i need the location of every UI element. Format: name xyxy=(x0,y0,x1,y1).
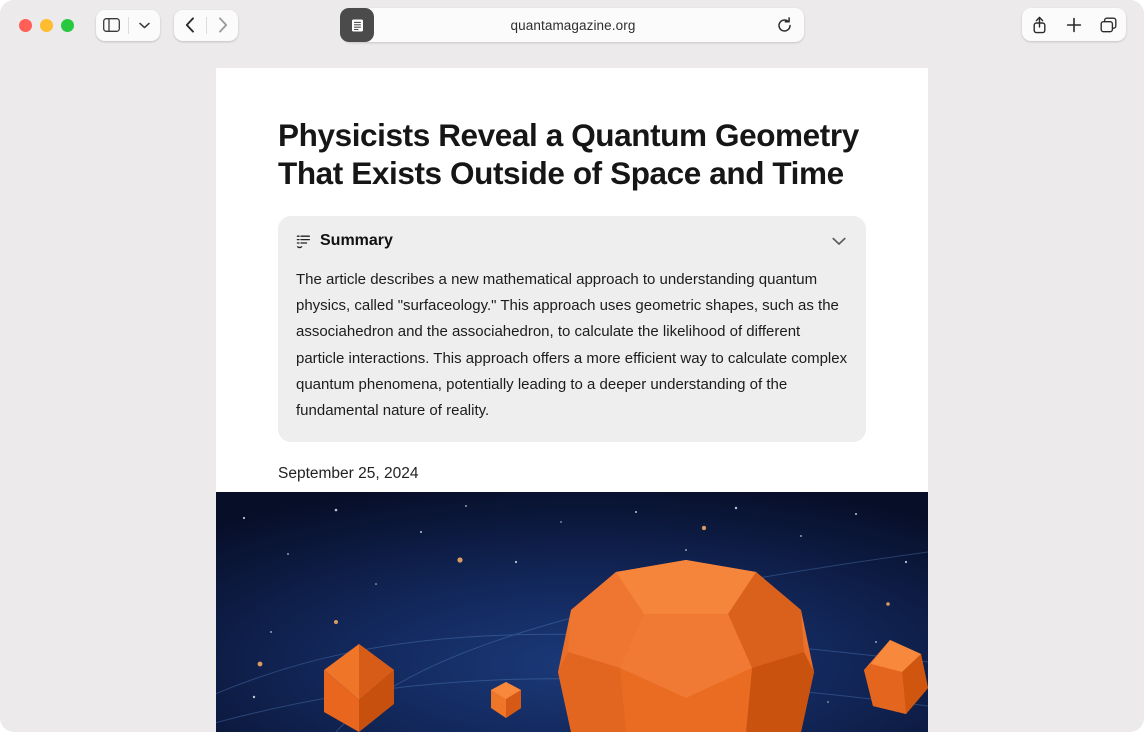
zoom-window-button[interactable] xyxy=(61,19,74,32)
reader-view-button[interactable] xyxy=(340,8,374,42)
share-button[interactable] xyxy=(1024,10,1054,39)
back-button[interactable] xyxy=(175,11,205,40)
chevron-down-icon xyxy=(832,237,846,246)
close-window-button[interactable] xyxy=(19,19,32,32)
sidebar-controls xyxy=(96,10,160,41)
reader-view-icon xyxy=(350,18,365,33)
sidebar-icon xyxy=(103,18,120,32)
new-tab-button[interactable] xyxy=(1059,10,1089,39)
address-bar[interactable] xyxy=(342,8,804,42)
hero-illustration xyxy=(216,492,928,732)
reload-icon xyxy=(776,17,793,34)
traffic-lights xyxy=(19,19,74,32)
web-page-content xyxy=(216,68,928,732)
summary-text: The article describes a new mathematical approach to understanding quantum physics, called "surfaceology." This approach uses geometric shapes, such as the associahedron and the associahedron, to calculate the likelihood of different particle interactions. This approach offers a more efficient way to calculate complex quantum phenomena, potentially leading to a deeper understanding of the fundamental nature of reality. xyxy=(296,271,848,420)
hero-image xyxy=(216,492,928,732)
minimize-window-button[interactable] xyxy=(40,19,53,32)
reload-button[interactable] xyxy=(774,15,794,35)
summary-header[interactable] xyxy=(296,232,848,250)
page-title: Physicists Reveal a Quantum Geometry That Exists Outside of Space and Time xyxy=(278,117,859,191)
forward-icon xyxy=(218,17,228,33)
sidebar-toggle-button[interactable] xyxy=(97,11,127,40)
publication-date: September 25, 2024 xyxy=(278,465,419,483)
toolbar-divider xyxy=(206,17,207,34)
summary-label: Summary xyxy=(320,232,393,249)
forward-button[interactable] xyxy=(208,11,238,40)
summary-icon xyxy=(296,234,311,249)
share-icon xyxy=(1032,16,1047,34)
summary-card xyxy=(278,216,866,442)
tab-overview-button[interactable] xyxy=(1094,10,1124,39)
toolbar-divider xyxy=(128,17,129,34)
tabs-icon xyxy=(1100,17,1117,33)
browser-toolbar xyxy=(0,0,1144,50)
navigation-controls xyxy=(174,10,238,41)
summary-collapse-button[interactable] xyxy=(832,237,846,246)
plus-icon xyxy=(1066,17,1082,33)
toolbar-right-controls xyxy=(1022,8,1126,41)
article xyxy=(216,68,928,483)
sidebar-menu-button[interactable] xyxy=(130,11,160,40)
back-icon xyxy=(185,17,195,33)
chevron-down-icon xyxy=(139,22,150,29)
url-text[interactable]: quantamagazine.org xyxy=(510,17,636,33)
